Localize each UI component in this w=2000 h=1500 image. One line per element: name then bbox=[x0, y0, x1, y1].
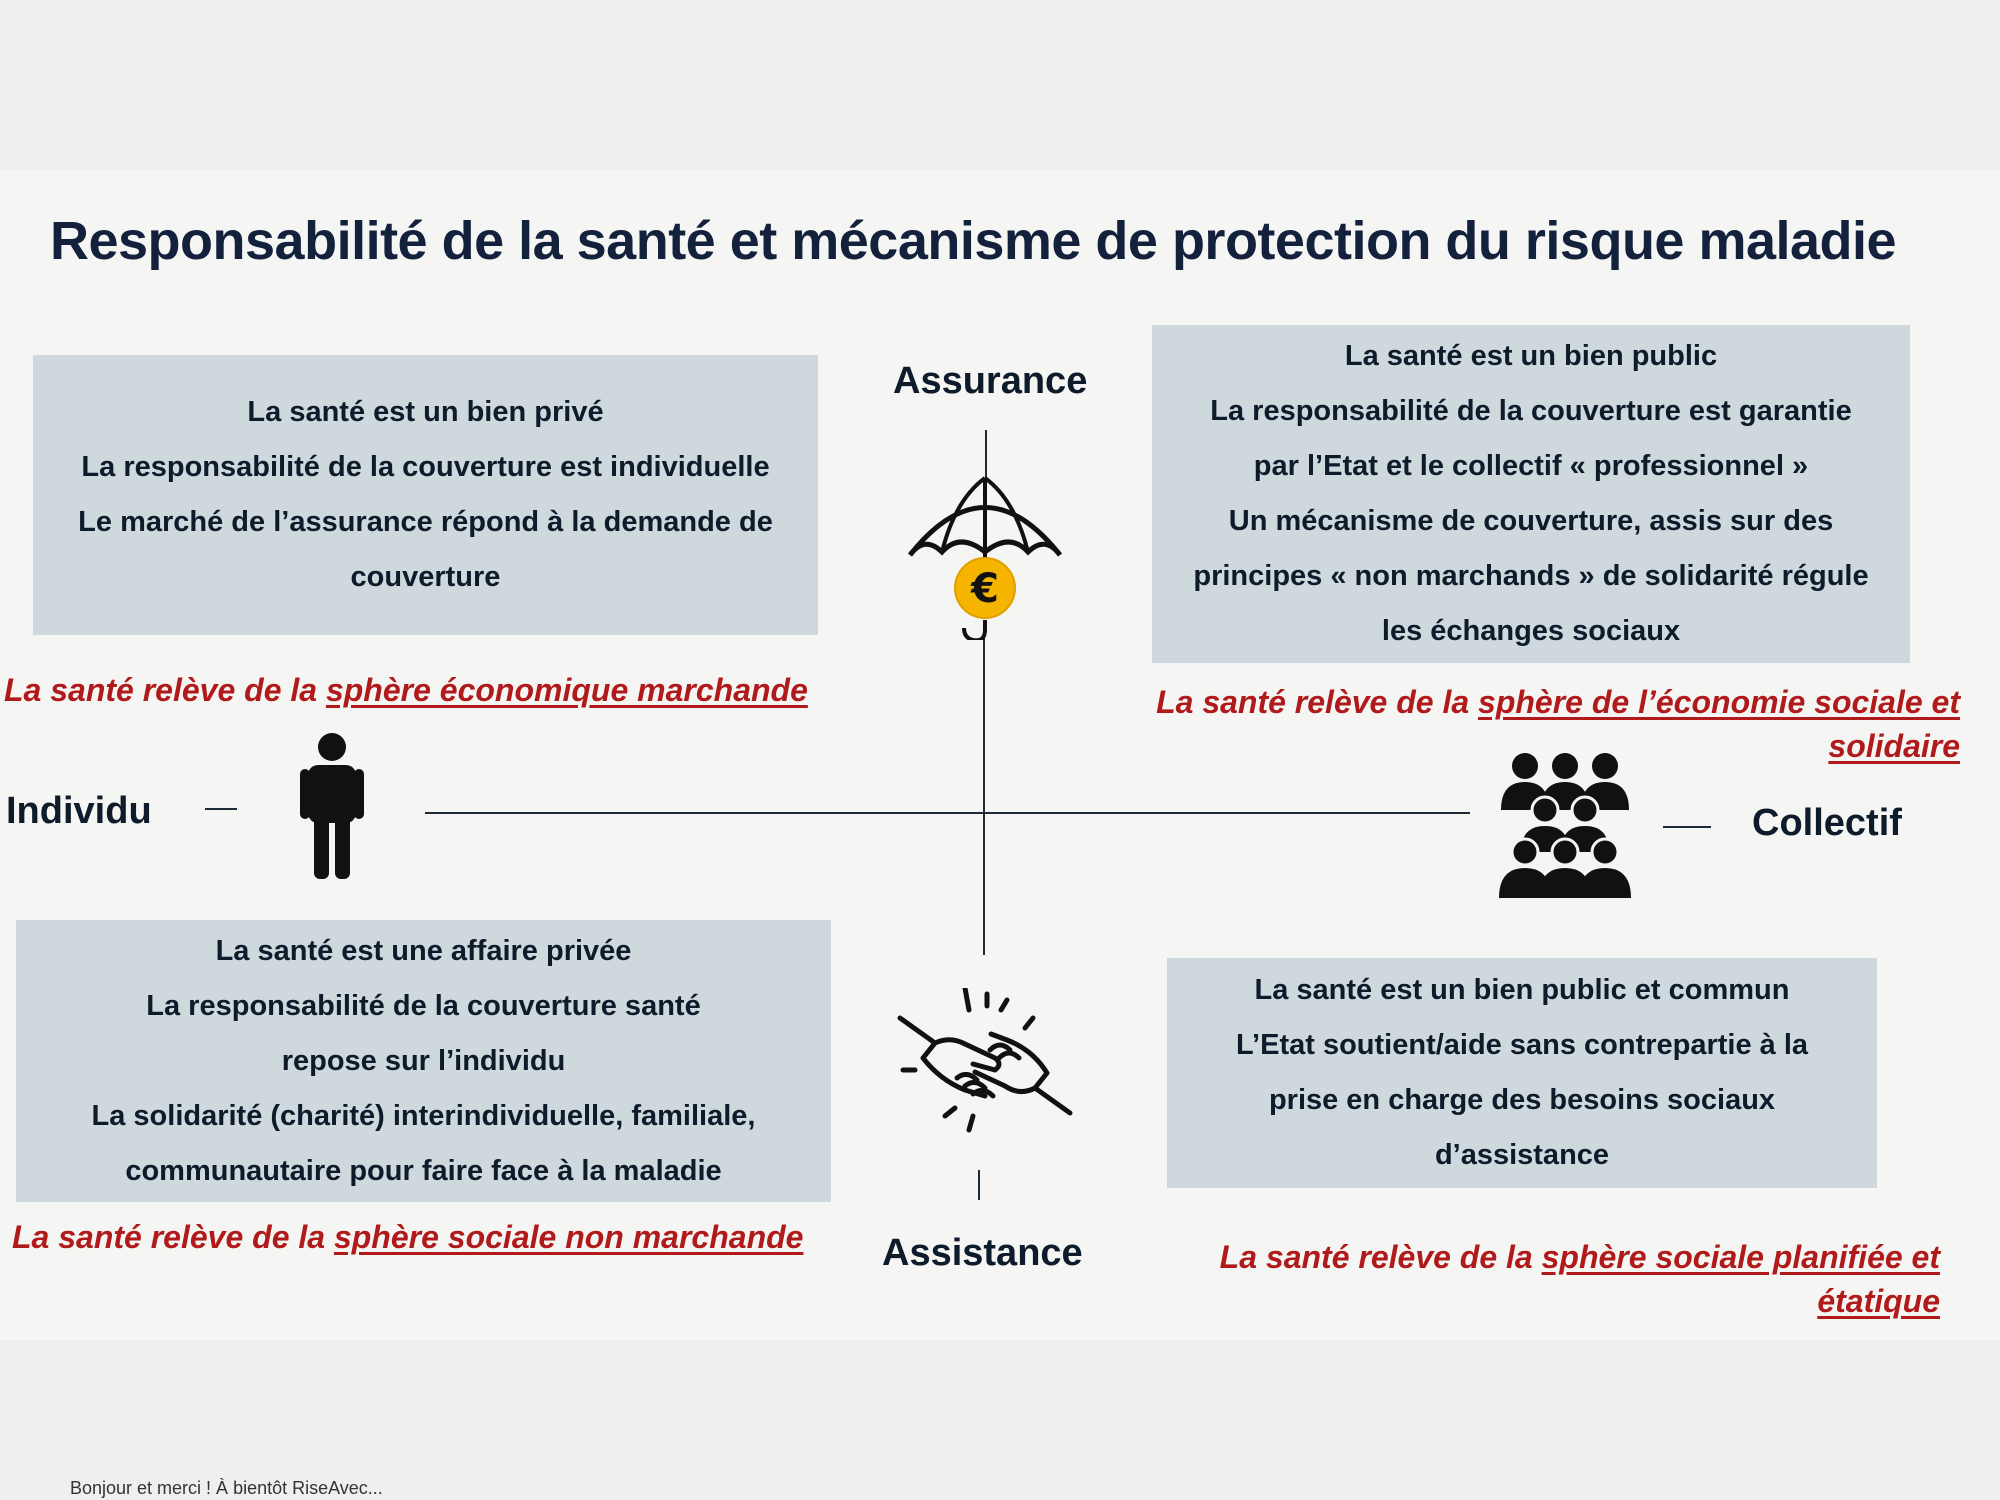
euro-symbol: € bbox=[971, 566, 999, 612]
sphere-prefix: La santé relève de la bbox=[12, 1219, 334, 1255]
helping-hands-icon bbox=[895, 988, 1075, 1138]
box-line: par l’Etat et le collectif « professionnel » bbox=[1253, 450, 1809, 482]
box-line: les échanges sociaux bbox=[1381, 615, 1681, 647]
vertical-axis-line bbox=[983, 630, 985, 955]
box-line: d’assistance bbox=[1434, 1139, 1610, 1171]
person-icon bbox=[300, 733, 364, 879]
box-line: Un mécanisme de couverture, assis sur des bbox=[1228, 505, 1834, 537]
box-line: La santé est un bien public bbox=[1344, 340, 1718, 372]
sphere-link: sphère sociale non marchande bbox=[333, 1219, 804, 1255]
box-line: La responsabilité de la couverture santé bbox=[146, 989, 701, 1022]
left-axis-dash bbox=[205, 808, 237, 810]
sphere-link: sphère sociale planifiée et étatique bbox=[1541, 1239, 1940, 1319]
sphere-caption-bottom-right bbox=[1100, 1235, 1940, 1323]
sphere-link: sphère économique marchande bbox=[325, 672, 808, 708]
box-line: Le marché de l’assurance répond à la demande de bbox=[78, 506, 773, 538]
quadrant-top-right-box bbox=[1152, 325, 1910, 663]
vertical-axis-tick-bottom bbox=[978, 1170, 980, 1200]
quadrant-top-left-box bbox=[33, 355, 818, 635]
footer-text: Bonjour et merci ! À bientôt RiseAvec... bbox=[70, 1478, 383, 1498]
axis-label-individu: Individu bbox=[6, 790, 152, 832]
box-line: prise en charge des besoins sociaux bbox=[1268, 1084, 1776, 1116]
group-icon bbox=[1495, 752, 1635, 900]
horizontal-axis-line bbox=[425, 812, 1470, 814]
box-line: La solidarité (charité) interindividuelle, familiale, bbox=[91, 1099, 756, 1132]
sphere-prefix: La santé relève de la bbox=[4, 672, 326, 708]
axis-label-collectif: Collectif bbox=[1752, 802, 1902, 844]
slide-title: Responsabilité de la santé et mécanisme de protection du risque maladie bbox=[50, 211, 1897, 271]
sphere-prefix: La santé relève de la bbox=[1156, 684, 1479, 720]
box-line: couverture bbox=[350, 561, 501, 593]
box-line: La responsabilité de la couverture est garantie bbox=[1210, 395, 1852, 427]
umbrella-euro-icon bbox=[900, 470, 1070, 640]
box-line: communautaire pour faire face à la maladie bbox=[125, 1154, 722, 1187]
axis-label-assistance: Assistance bbox=[882, 1232, 1083, 1274]
right-axis-dash bbox=[1663, 826, 1711, 828]
sphere-caption-top-left bbox=[4, 668, 864, 712]
box-line: repose sur l’individu bbox=[281, 1044, 566, 1077]
sphere-caption-bottom-left bbox=[12, 1215, 872, 1259]
box-line: principes « non marchands » de solidarité régule bbox=[1193, 560, 1869, 592]
box-line: La santé est une affaire privée bbox=[215, 934, 632, 967]
box-line: L’Etat soutient/aide sans contrepartie à la bbox=[1235, 1029, 1809, 1061]
sphere-prefix: La santé relève de la bbox=[1219, 1239, 1542, 1275]
quadrant-bottom-right-box bbox=[1167, 958, 1877, 1188]
box-line: La santé est un bien privé bbox=[247, 396, 604, 428]
quadrant-bottom-left-box bbox=[16, 920, 831, 1202]
axis-label-assurance: Assurance bbox=[893, 360, 1088, 402]
box-line: La responsabilité de la couverture est individuelle bbox=[81, 451, 770, 483]
sphere-link: sphère de l’économie sociale et solidaire bbox=[1478, 684, 1960, 764]
box-line: La santé est un bien public et commun bbox=[1254, 974, 1790, 1006]
